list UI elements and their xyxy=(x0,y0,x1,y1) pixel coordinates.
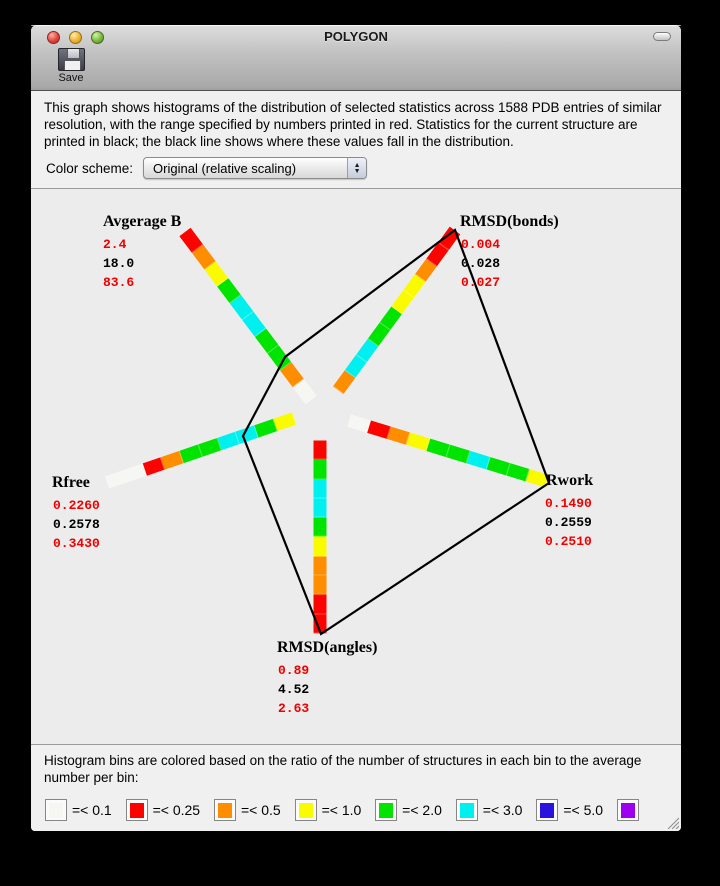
polygon-window xyxy=(31,25,681,831)
legend-swatch xyxy=(375,799,397,821)
legend-text: Histogram bins are colored based on the ratio of the number of structures in each bin to the average number per bin: xyxy=(44,753,642,785)
histogram-bar xyxy=(333,226,460,394)
histogram-bar xyxy=(179,228,316,404)
color-scheme-selected-value: Original (relative scaling) xyxy=(153,160,297,176)
legend-bin xyxy=(456,799,523,821)
axis-current-value: 18.0 xyxy=(103,256,135,271)
legend-bin xyxy=(126,799,201,821)
legend-bin-label: =< 0.5 xyxy=(240,802,281,818)
legend-bin xyxy=(617,799,639,821)
axis-max-value: 2.63 xyxy=(278,701,310,716)
legend-bin xyxy=(45,799,112,821)
intro-panel xyxy=(31,91,681,189)
white-bin-color xyxy=(49,803,63,818)
histogram-segment xyxy=(314,517,327,536)
axis-max-value: 83.6 xyxy=(103,275,135,290)
legend-swatch xyxy=(295,799,317,821)
axis-current-value: 0.2578 xyxy=(53,517,100,532)
purple-bin-color xyxy=(621,803,635,818)
legend-row xyxy=(45,799,639,821)
red-bin-color xyxy=(130,803,144,818)
axis-values xyxy=(545,494,592,551)
polygon-plot xyxy=(31,189,681,744)
axis-current-value: 0.028 xyxy=(461,256,501,271)
orange-bin-color xyxy=(218,803,232,818)
histogram-bar xyxy=(314,440,327,633)
legend-swatch xyxy=(214,799,236,821)
color-scheme-row xyxy=(46,157,681,179)
histogram-bar xyxy=(347,414,550,487)
description-text: This graph shows histograms of the distribution of selected statistics across 1588 PDB entries of similar resolution, with the range specified by numbers printed in red. Statistics for the current structure are printed in black; the black line shows where these values fall in the distribution. xyxy=(44,100,662,149)
axis-label: RMSD(angles) xyxy=(277,639,378,656)
titlebar[interactable] xyxy=(31,25,681,47)
histogram-segment xyxy=(314,498,327,517)
resize-grip[interactable] xyxy=(666,816,679,829)
legend-bin-label: =< 1.0 xyxy=(321,802,362,818)
axis-values xyxy=(53,496,100,553)
histogram-segment xyxy=(273,412,296,431)
legend-swatch xyxy=(536,799,558,821)
floppy-disk-icon xyxy=(58,48,85,71)
save-button-label: Save xyxy=(58,72,84,84)
axis-max-value: 0.2510 xyxy=(545,534,592,549)
cyan-bin-color xyxy=(460,803,474,818)
axis-min-value: 0.1490 xyxy=(545,496,592,511)
axis-label: Rfree xyxy=(52,474,90,491)
axis-values xyxy=(461,235,500,292)
legend-bin-label: =< 0.25 xyxy=(152,802,201,818)
yellow-bin-color xyxy=(299,803,313,818)
histogram-segment xyxy=(314,575,327,594)
axis-label: Rwork xyxy=(546,472,594,489)
histogram-segment xyxy=(314,536,327,555)
axis-values xyxy=(103,235,134,292)
axis-values xyxy=(278,661,309,718)
histogram-segment xyxy=(314,556,327,575)
legend-bin xyxy=(536,799,603,821)
histogram-segment xyxy=(314,479,327,498)
legend-bin-label: =< 5.0 xyxy=(563,802,604,818)
histogram-segment xyxy=(314,459,327,478)
histogram-segment xyxy=(314,440,327,459)
axis-label: RMSD(bonds) xyxy=(460,213,559,230)
axis-label: Avgerage B xyxy=(103,213,182,230)
axis-current-value: 0.2559 xyxy=(545,515,592,530)
legend-swatch xyxy=(617,799,639,821)
save-button[interactable] xyxy=(49,47,93,89)
window-title: POLYGON xyxy=(324,29,388,44)
axis-min-value: 0.004 xyxy=(461,237,501,252)
axis-max-value: 0.3430 xyxy=(53,536,100,551)
legend-bin-label: =< 0.1 xyxy=(72,802,112,818)
window-chrome xyxy=(31,25,681,91)
histogram-segment xyxy=(314,614,327,633)
legend-bin-label: =< 3.0 xyxy=(482,802,523,818)
blue-bin-color xyxy=(540,803,554,818)
axis-min-value: 0.2260 xyxy=(53,498,100,513)
legend-bin xyxy=(295,799,362,821)
axis-min-value: 2.4 xyxy=(103,237,127,252)
color-scheme-popup[interactable] xyxy=(143,157,367,179)
legend-panel xyxy=(31,744,681,831)
legend-swatch xyxy=(456,799,478,821)
toolbar-toggle-pill-button[interactable] xyxy=(653,32,671,41)
legend-bin-label: =< 2.0 xyxy=(402,802,442,818)
legend-bin xyxy=(214,799,281,821)
legend-swatch xyxy=(126,799,148,821)
axis-min-value: 0.89 xyxy=(278,663,310,678)
legend-swatch xyxy=(45,799,67,821)
popup-arrows-icon: ▲ ▼ xyxy=(347,158,366,178)
legend-bin xyxy=(375,799,442,821)
green-bin-color xyxy=(379,803,393,818)
color-scheme-label: Color scheme: xyxy=(46,160,134,176)
histogram-bar xyxy=(105,412,296,488)
axis-current-value: 4.52 xyxy=(278,682,310,697)
axis-max-value: 0.027 xyxy=(461,275,501,290)
histogram-segment xyxy=(314,594,327,613)
toolbar xyxy=(31,47,681,90)
